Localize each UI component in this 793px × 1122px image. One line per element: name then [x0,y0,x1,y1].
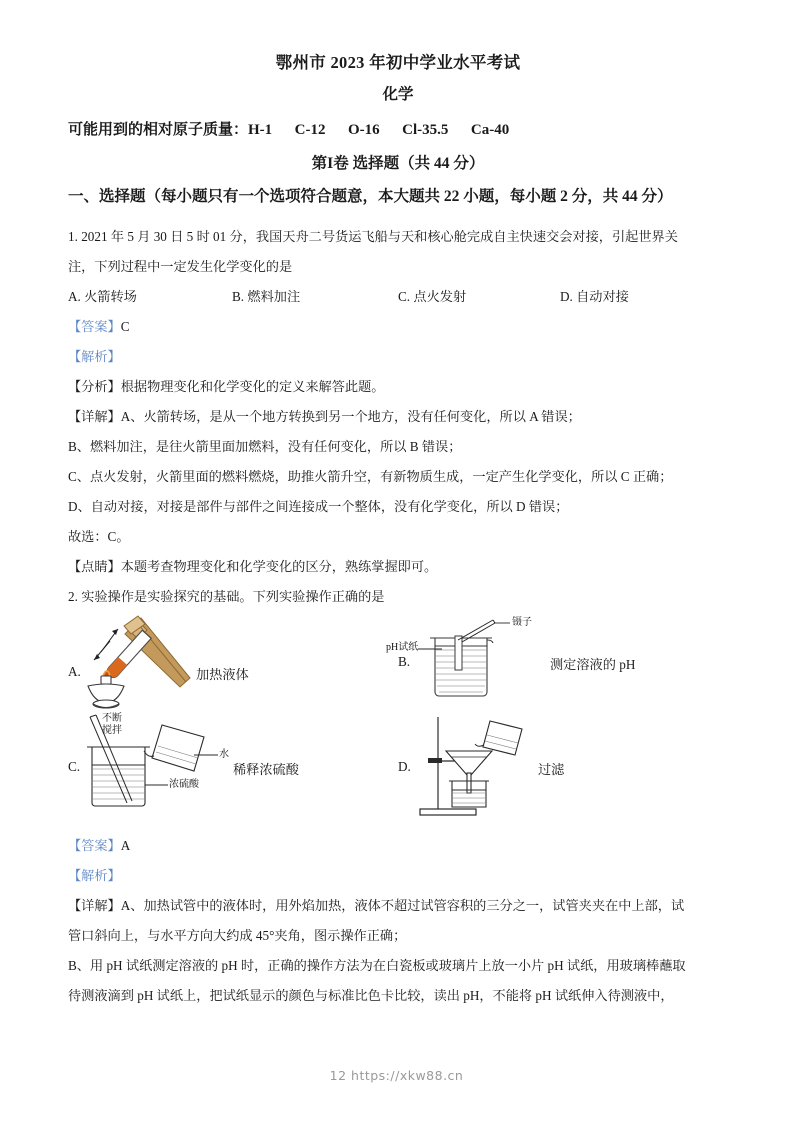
question-1-stem-line-1: 1. 2021 年 5 月 30 日 5 时 01 分，我国天舟二号货运飞船与天和核心舱完成自主快速交会对接，引起世界关 [68,229,678,245]
analysis-tag: 【解析】 [68,868,121,884]
option-d-text: 自动对接 [576,289,629,305]
question-1-option-d[interactable] [560,282,629,312]
figure-b-caption: 测定溶液的 pH [550,657,636,673]
page-content [68,52,728,1011]
option-c-text: 点火发射 [413,289,467,305]
option-a-key: A. [68,289,81,305]
question-2-answer [68,831,728,861]
question-2-detail-line-4: 待测液滴到 pH 试纸上，把试纸显示的颜色与标准比色卡比较，读出 pH，不能将 pH 试纸伸入待测液中， [68,988,674,1004]
question-1-analysis-tag-row [68,342,728,372]
figure-a-key: A. [68,664,81,680]
figure-c-note-sulfuric-acid: 浓硫酸 [169,779,199,791]
answer-tag: 【答案】 [68,319,121,335]
paper-section-heading: 第I卷 选择题（共 44 分） [311,154,485,172]
question-2 [68,582,728,1011]
footer-page-number: 12 [329,1068,347,1083]
question-2-analysis-tag-row [68,861,728,891]
figure-c-note-stir-1: 不断 [102,713,122,725]
analysis-tag: 【解析】 [68,349,121,365]
question-1 [68,222,728,582]
page-footer [0,1068,793,1083]
question-1-stem-line-2: 注，下列过程中一定发生化学变化的是 [68,259,293,275]
question-1-option-c[interactable] [398,282,466,312]
question-1-detail-line-2: B、燃料加注，是往火箭里面加燃料，没有任何变化，所以 B 错误； [68,439,462,455]
figure-c-key: C. [68,759,81,775]
option-a-text: 火箭转场 [84,289,137,305]
exam-title: 鄂州市 2023 年初中学业水平考试 [275,53,521,72]
question-1-option-a[interactable] [68,282,137,312]
question-2-stem: 2. 实验操作是实验探究的基础。下列实验操作正确的是 [68,589,385,605]
answer-value: C [120,319,130,335]
figure-c-caption: 稀释浓硫酸 [233,762,299,778]
question-2-figure-c [68,711,299,816]
question-1-option-b[interactable] [232,282,300,312]
question-2-detail-line-1: 【详解】A、加热试管中的液体时，用外焰加热，液体不超过试管容积的三分之一，试管夹夹在中上部，试 [68,898,685,914]
option-b-key: B. [232,289,245,305]
question-1-conclusion: 故选：C。 [68,529,130,545]
filtration-funnel-icon [398,711,558,819]
question-1-detail-line-1: 【详解】A、火箭转场，是从一个地方转换到另一个地方，没有任何变化，所以 A 错误； [68,409,581,425]
figure-c-note-water: 水 [219,749,229,761]
figure-d-caption: 过滤 [538,762,565,778]
question-2-figure-group [68,616,728,831]
figure-a-caption: 加热液体 [196,667,249,683]
question-1-detail-line-3: C、点火发射，火箭里面的燃料燃烧，助推火箭升空，有新物质生成，一定产生化学变化，所以 C 正确； [68,469,673,485]
option-b-text: 燃料加注 [247,289,301,305]
footer-watermark-url: https://xkw88.cn [351,1068,464,1083]
figure-c-note-stir-2: 搅拌 [102,725,122,737]
option-d-key: D. [560,289,573,305]
ph-paper-beaker-icon [398,616,548,716]
question-2-figure-d [398,711,565,819]
figure-b-note-ph-paper: pH试纸 [386,642,419,654]
question-1-fenxi: 【分析】根据物理变化和化学变化的定义来解答此题。 [68,379,385,395]
question-1-options [68,282,728,312]
question-2-figure-a [68,616,249,726]
question-1-detail-line-4: D、自动对接，对接是部件与部件之间连接成一个整体，没有化学变化，所以 D 错误； [68,499,569,515]
answer-value: A [120,838,131,854]
question-1-dianjing: 【点睛】本题考查物理变化和化学变化的区分，熟练掌握即可。 [68,559,438,575]
section-instruction: 一、选择题（每小题只有一个选项符合题意，本大题共 22 小题，每小题 2 分，共 44 分） [68,187,673,205]
option-c-key: C. [398,289,411,305]
exam-subject: 化学 [382,86,414,104]
question-2-figure-b [386,616,636,716]
question-1-answer [68,312,728,342]
figure-b-note-tweezers: 镊子 [512,617,532,629]
question-2-detail-line-2: 管口斜向上，与水平方向大约成 45°夹角，图示操作正确； [68,928,407,944]
answer-tag: 【答案】 [68,838,121,854]
question-2-detail-line-3: B、用 pH 试纸测定溶液的 pH 时，正确的操作方法为在白瓷板或玻璃片上放一小片 pH 试纸，用玻璃棒蘸取 [68,958,686,974]
figure-b-key: B. [398,654,411,670]
atomic-mass-line: 可能用到的相对原子质量：H-1 C-12 O-16 Cl-35.5 Ca-40 [68,121,510,138]
figure-d-key: D. [398,759,411,775]
